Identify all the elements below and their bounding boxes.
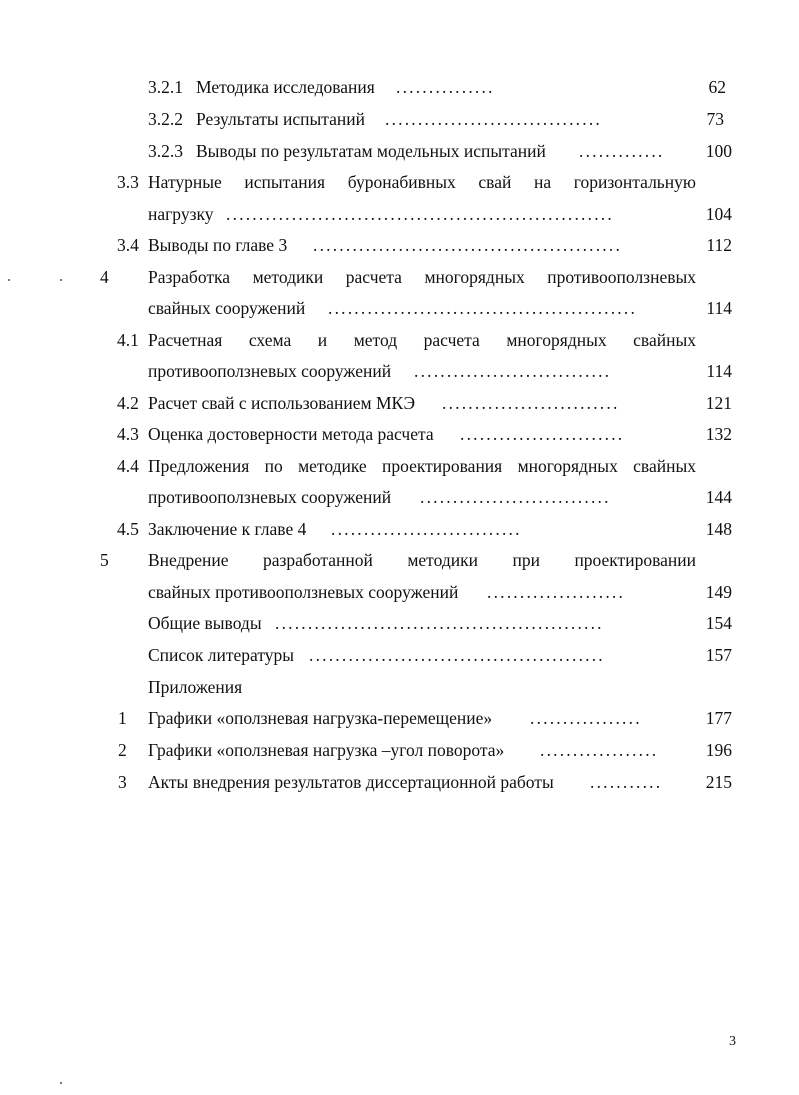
toc-page: 149 [705,582,732,602]
toc-title: Общие выводы [148,613,262,633]
toc-page: 62 [708,77,726,97]
toc-title: Графики «оползневая нагрузка-перемещение» [148,708,493,728]
toc-page: 121 [705,393,732,413]
toc-title-continuation: свайных сооружений [148,298,306,318]
toc-number: 1 [118,708,127,728]
toc-title-continuation: противооползневых сооружений [148,487,392,507]
toc-number: 3.2.3 [148,141,183,161]
toc-section-heading [0,675,799,699]
toc-entry [0,75,799,99]
toc-entry-continuation [0,580,799,604]
toc-entry [0,391,799,415]
toc-title-continuation: свайных противооползневых сооружений [148,582,459,602]
toc-entry-continuation [0,359,799,383]
toc-page: 148 [705,519,732,539]
toc-leader-dots: ............................................... [313,235,623,255]
toc-entry [0,611,799,635]
toc-title-continuation: противооползневых сооружений [148,361,392,381]
toc-number: 4.3 [117,424,139,444]
toc-entry [0,770,799,794]
toc-title: Расчетная схема и метод расчета многорядных свайных [148,330,696,350]
toc-title: Внедрение разработанной методики при проектировании [148,550,696,570]
toc-entry [0,233,799,257]
toc-page: 100 [705,141,732,161]
toc-number: 3.2.2 [148,109,183,129]
toc-entry [0,265,799,289]
toc-leader-dots: ............................................... [328,298,638,318]
toc-leader-dots: ................. [530,708,642,728]
toc-title: Приложения [148,677,243,697]
toc-title: Разработка методики расчета многорядных противооползневых [148,267,696,287]
scan-speck [60,1082,62,1084]
toc-leader-dots: .................................................. [275,613,604,633]
toc-number: 3.2.1 [148,77,183,97]
toc-entry-continuation [0,202,799,226]
toc-page: 154 [705,613,732,633]
toc-title: Расчет свай с использованием МКЭ [148,393,415,413]
toc-page: 104 [705,204,732,224]
toc-number: 2 [118,740,127,760]
toc-title: Предложения по методике проектирования многорядных свайных [148,456,696,476]
toc-page: 112 [706,235,732,255]
toc-page: 215 [705,772,732,792]
toc-page: 177 [705,708,732,728]
toc-title: Натурные испытания буронабивных свай на горизонтальную [148,172,696,192]
toc-leader-dots: .................. [540,740,659,760]
toc-entry [0,422,799,446]
scan-speck [8,279,10,281]
toc-entry [0,706,799,730]
toc-leader-dots: ........................... [442,393,620,413]
toc-leader-dots: ..................... [487,582,626,602]
toc-leader-dots: ............. [579,141,665,161]
toc-leader-dots: ........... [590,772,663,792]
toc-number: 4.5 [117,519,139,539]
toc-entry [0,170,799,194]
toc-number: 4.1 [117,330,139,350]
toc-entry-continuation [0,485,799,509]
toc-title: Оценка достоверности метода расчета [148,424,434,444]
toc-title-continuation: нагрузку [148,204,214,224]
toc-leader-dots: ............................................. [309,645,605,665]
toc-title: Список литературы [148,645,295,665]
toc-entry [0,548,799,572]
toc-number: 4 [100,267,109,287]
toc-entry [0,328,799,352]
toc-title: Выводы по главе 3 [148,235,288,255]
toc-leader-dots: ........................................................... [226,204,614,224]
toc-leader-dots: ............................. [420,487,611,507]
toc-entry-continuation [0,296,799,320]
toc-entry [0,517,799,541]
toc-number: 3.4 [117,235,139,255]
toc-title: Методика исследования [196,77,375,97]
toc-entry [0,643,799,667]
toc-page: 114 [706,361,732,381]
toc-leader-dots: .............................. [414,361,612,381]
toc-title: Графики «оползневая нагрузка –угол поворота» [148,740,505,760]
toc-title: Выводы по результатам модельных испытаний [196,141,546,161]
toc-entry [0,738,799,762]
toc-entry [0,139,799,163]
toc-number: 4.4 [117,456,139,476]
toc-page: 144 [705,487,732,507]
toc-leader-dots: ............................. [331,519,522,539]
toc-number: 4.2 [117,393,139,413]
toc-page: 73 [706,109,724,129]
toc-title: Акты внедрения результатов диссертационной работы [148,772,554,792]
toc-entry [0,454,799,478]
toc-title: Результаты испытаний [196,109,365,129]
toc-page: 196 [705,740,732,760]
toc-leader-dots: ............... [396,77,495,97]
toc-entry [0,107,799,131]
toc-leader-dots: ................................. [385,109,602,129]
page-number: 3 [729,1034,736,1049]
toc-leader-dots: ......................... [460,424,625,444]
toc-number: 3.3 [117,172,139,192]
toc-page: 114 [706,298,732,318]
toc-page: 132 [705,424,732,444]
toc-title: Заключение к главе 4 [148,519,307,539]
toc-number: 5 [100,550,109,570]
toc-page: 157 [705,645,732,665]
scan-speck [60,279,62,281]
toc-number: 3 [118,772,127,792]
